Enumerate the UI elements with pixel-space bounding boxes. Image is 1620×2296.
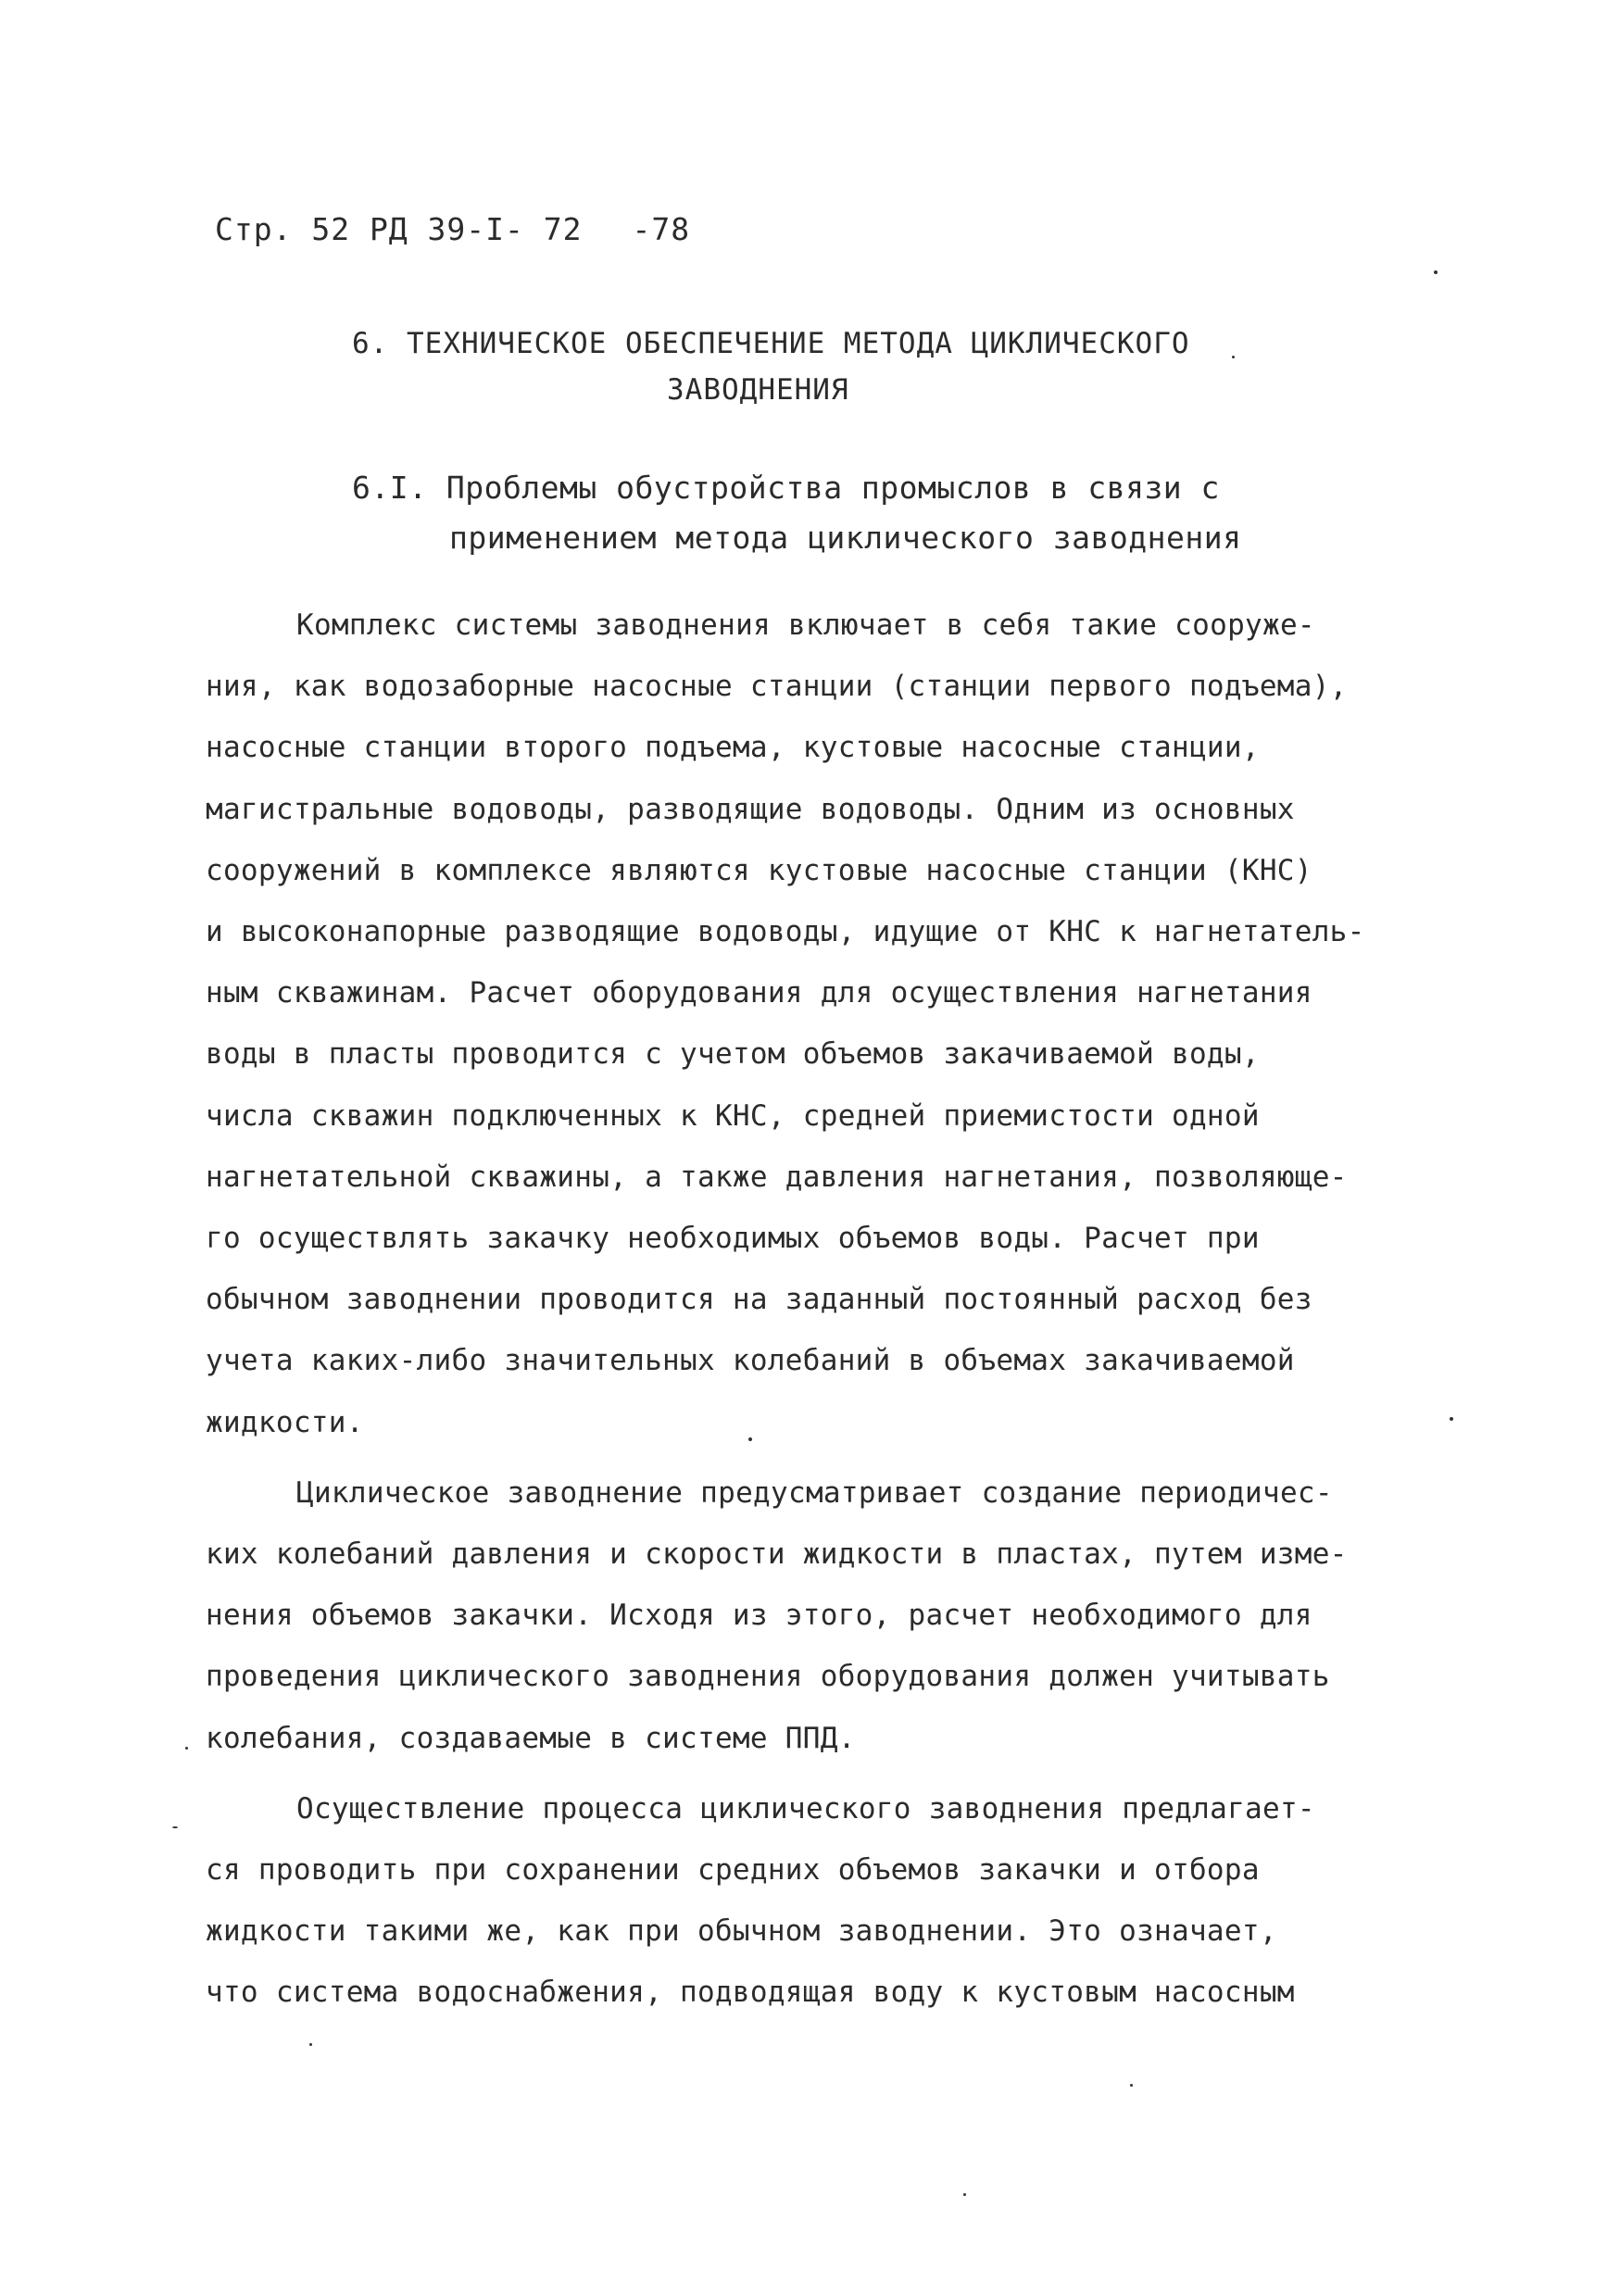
text-line: Комплекс системы заводнения включает в себя такие сооруже- <box>296 609 1315 642</box>
text-line: магистральные водоводы, разводящие водоводы. Одним из основных <box>206 792 1295 826</box>
paragraph-3 <box>206 1778 1428 2024</box>
scan-speck <box>1232 356 1235 358</box>
text-line: ния, как водозаборные насосные станции (станции первого подъема), <box>206 670 1348 704</box>
text-line: ся проводить при сохранении средних объемов закачки и отбора <box>206 1853 1260 1888</box>
text-line: Циклическое заводнение предусматривает создание периодичес- <box>296 1475 1333 1510</box>
text-line: числа скважин подключенных к КНС, средней приемистости одной <box>206 1098 1260 1133</box>
text-line: учета каких-либо значительных колебаний в объемах закачиваемой <box>206 1344 1295 1378</box>
paragraph-2 <box>206 1462 1428 1769</box>
section-heading <box>352 320 1241 413</box>
section-heading-line-2: ЗАВОДНЕНИЯ <box>667 373 849 407</box>
scan-speck <box>172 1826 178 1828</box>
text-line: что система водоснабжения, подводящая воду к кустовым насосным <box>206 1976 1295 2010</box>
text-line: сооружений в комплексе являются кустовые насосные станции (КНС) <box>206 853 1312 887</box>
page-header <box>215 211 690 247</box>
text-line: ным скважинам. Расчет оборудования для осуществления нагнетания <box>206 976 1312 1010</box>
text-line: обычном заводнении проводится на заданный постоянный расход без <box>206 1283 1312 1317</box>
scan-speck <box>1434 270 1438 274</box>
scan-speck <box>185 1747 188 1750</box>
text-line: и высоконапорные разводящие водоводы, идущие от КНС к нагнетатель- <box>206 915 1365 949</box>
text-line: жидкости такими же, как при обычном заводнении. Это означает, <box>206 1914 1277 1949</box>
subsection-heading-line-2: применением метода циклического заводнения <box>449 520 1242 556</box>
body-text <box>206 595 1428 2024</box>
scan-speck <box>1450 1417 1453 1421</box>
text-line: жидкости. <box>206 1405 364 1439</box>
section-heading-line-1: 6. ТЕХНИЧЕСКОЕ ОБЕСПЕЧЕНИЕ МЕТОДА ЦИКЛИЧЕСКОГО <box>352 327 1190 360</box>
scan-speck <box>963 2193 966 2196</box>
text-line: насосные станции второго подъема, кустовые насосные станции, <box>206 731 1260 765</box>
text-line: проведения циклического заводнения оборудования должен учитывать <box>206 1660 1330 1694</box>
text-line: воды в пласты проводится с учетом объемов закачиваемой воды, <box>206 1037 1260 1072</box>
paragraph-1 <box>206 595 1428 1453</box>
scan-speck <box>309 2043 312 2046</box>
text-line: го осуществлять закачку необходимых объемов воды. Расчет при <box>206 1222 1260 1256</box>
scan-speck <box>1130 2084 1133 2087</box>
text-line: нагнетательной скважины, а также давления нагнетания, позволяюще- <box>206 1160 1348 1194</box>
scan-speck <box>748 1437 752 1441</box>
page-reference: Стр. 52 РД 39-I- 72 <box>215 211 583 247</box>
page-number: -78 <box>632 211 691 247</box>
text-line: нения объемов закачки. Исходя из этого, расчет необходимого для <box>206 1599 1312 1633</box>
text-line: колебания, создаваемые в системе ППД. <box>206 1721 856 1755</box>
text-line: Осуществление процесса циклического заводнения предлагает- <box>296 1791 1315 1826</box>
text-line: ких колебаний давления и скорости жидкости в пластах, путем изме- <box>206 1537 1348 1572</box>
subsection-heading <box>352 463 1241 563</box>
subsection-heading-line-1: 6.I. Проблемы обустройства промыслов в связи с <box>352 470 1220 506</box>
